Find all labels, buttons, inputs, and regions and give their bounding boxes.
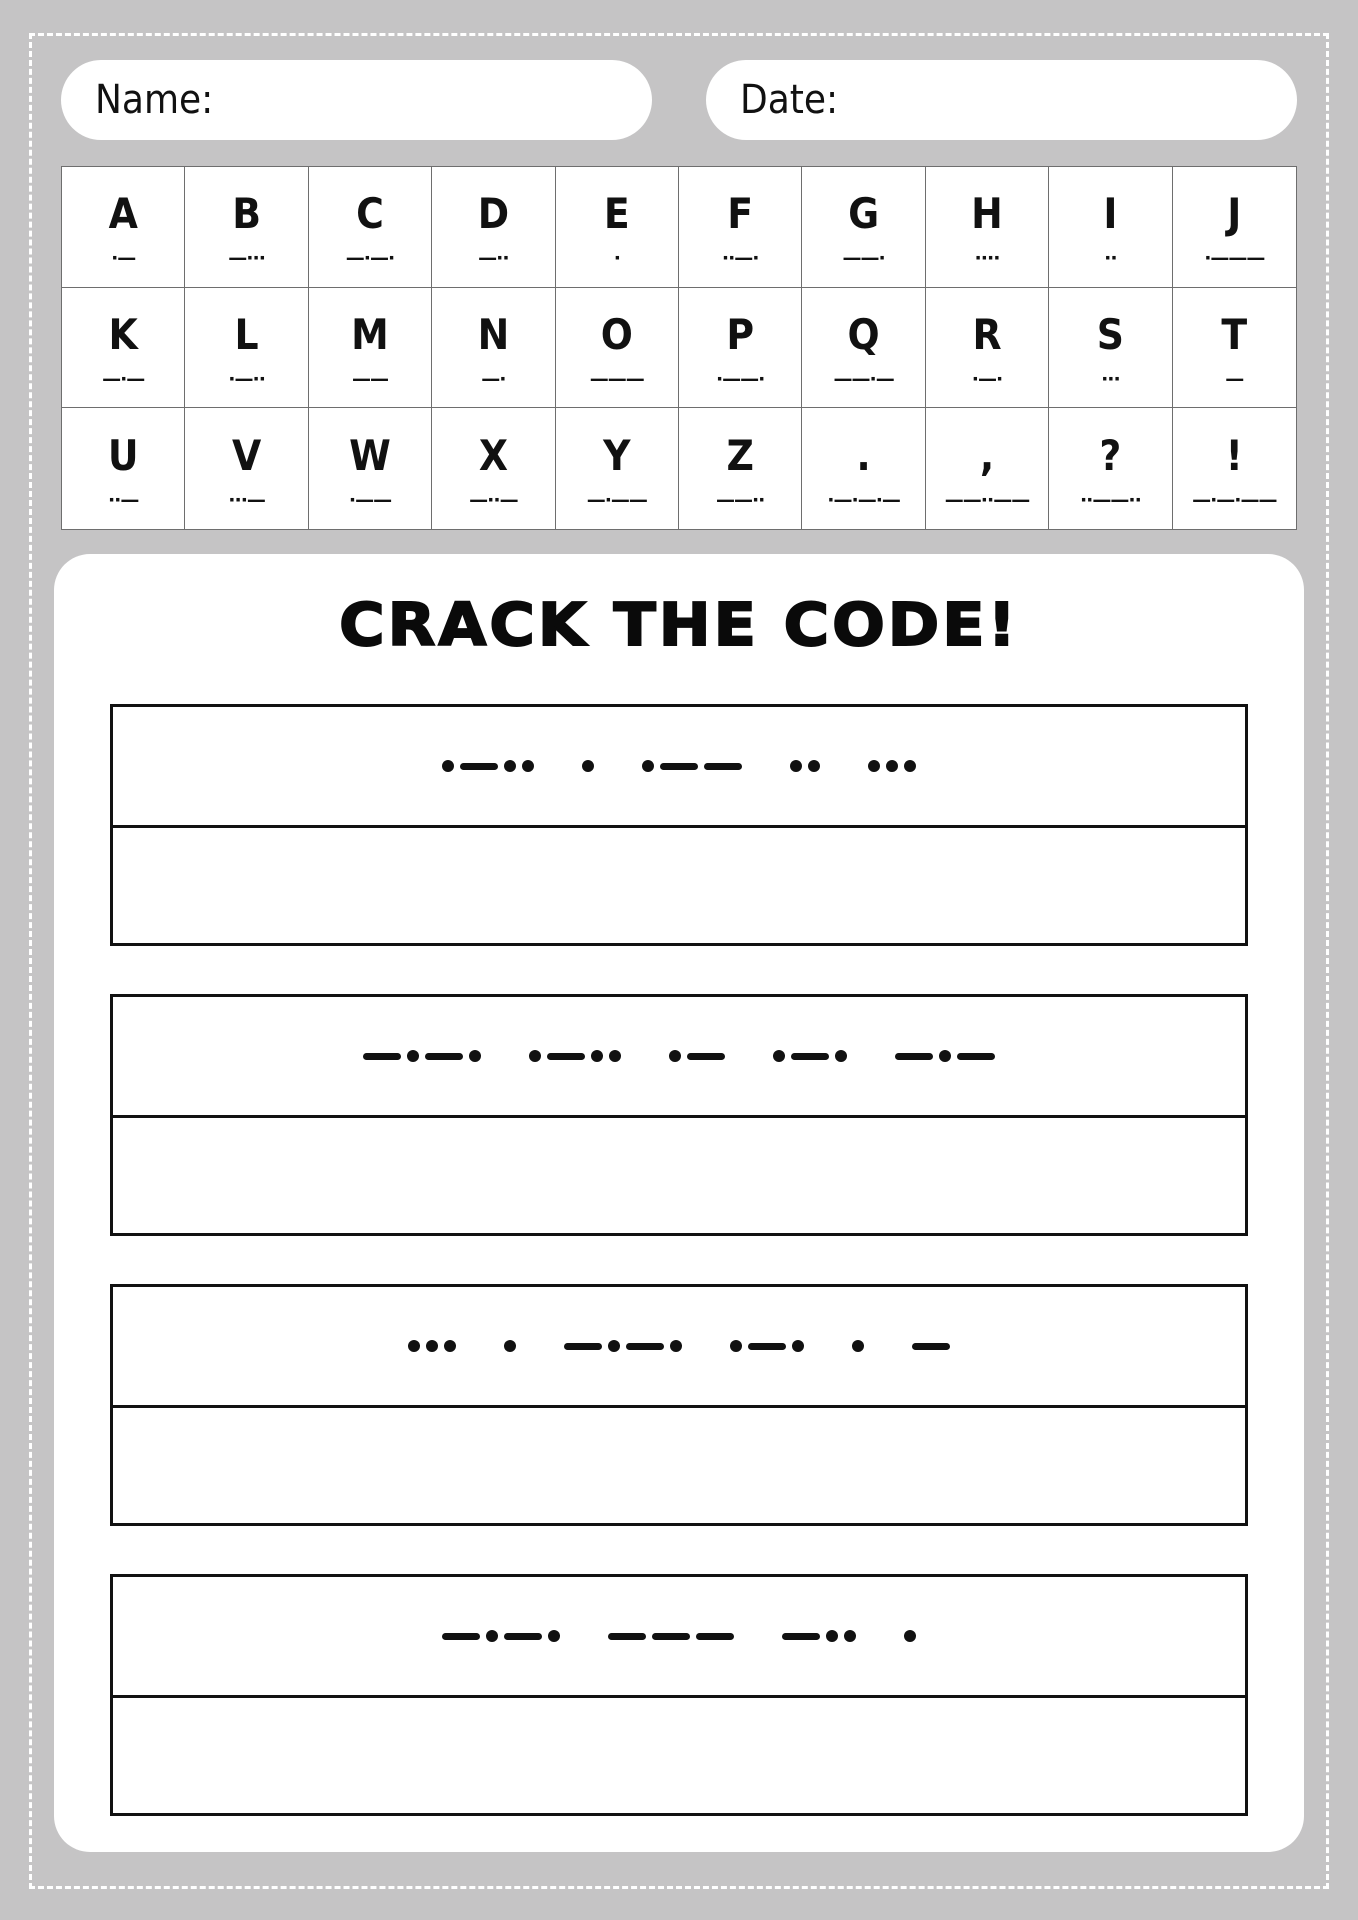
morse-dot: [939, 1050, 951, 1062]
morse-dash: [442, 1633, 480, 1640]
morse-dash: [912, 1343, 950, 1350]
morse-key-code: ·——·: [715, 367, 765, 390]
morse-dash: [704, 763, 742, 770]
morse-key-letter: !: [1225, 431, 1243, 481]
morse-dash: [895, 1053, 933, 1060]
morse-key-code: ·———: [1204, 247, 1265, 270]
morse-key-letter: ,: [979, 431, 995, 481]
puzzle-code-row: [113, 997, 1245, 1118]
morse-key-cell: [926, 167, 1049, 288]
morse-letter-group: [442, 760, 534, 772]
morse-letter-group: [868, 760, 916, 772]
morse-key-code: ——··: [715, 489, 765, 512]
puzzle-box: [110, 1284, 1248, 1526]
morse-key-cell: [309, 167, 432, 288]
morse-letter-group: [408, 1340, 456, 1352]
morse-key-letter: F: [727, 189, 754, 239]
morse-key-cell: [926, 288, 1049, 409]
morse-key-code: ——·—: [833, 367, 894, 390]
morse-key-cell: [62, 408, 185, 529]
morse-dot: [790, 760, 802, 772]
morse-key-letter: .: [856, 431, 871, 481]
morse-letter-group: [904, 1630, 916, 1642]
puzzle-code-row: [113, 707, 1245, 828]
morse-key-letter: W: [349, 431, 391, 481]
morse-key-cell: [432, 288, 555, 409]
morse-key-code: ——·: [842, 247, 885, 270]
morse-dash: [564, 1343, 602, 1350]
answer-field[interactable]: [113, 1408, 1245, 1526]
morse-dash: [696, 1633, 734, 1640]
morse-key-letter: P: [726, 309, 755, 359]
morse-dash: [504, 1633, 542, 1640]
morse-key-cell: [1049, 288, 1172, 409]
morse-sequence: [408, 1340, 950, 1352]
morse-key-letter: D: [477, 189, 510, 239]
morse-key-cell: [1173, 167, 1296, 288]
morse-dash: [547, 1053, 585, 1060]
morse-key-code: ··: [1104, 247, 1117, 270]
morse-key-cell: [432, 408, 555, 529]
morse-key-code: ··—: [107, 489, 139, 512]
morse-key-letter: J: [1227, 189, 1242, 239]
morse-sequence: [363, 1050, 995, 1062]
morse-dot: [407, 1050, 419, 1062]
morse-key-code: ———: [589, 367, 644, 390]
morse-letter-group: [442, 1630, 560, 1642]
name-field[interactable]: [61, 60, 652, 140]
morse-dash: [626, 1343, 664, 1350]
morse-dot: [522, 760, 534, 772]
morse-key-code: ·——: [348, 489, 392, 512]
morse-key-code: ·—·—·—: [827, 489, 900, 512]
morse-dash: [363, 1053, 401, 1060]
morse-dot: [904, 1630, 916, 1642]
morse-key-letter: V: [231, 431, 262, 481]
morse-dash: [460, 763, 498, 770]
morse-dot: [773, 1050, 785, 1062]
morse-letter-group: [642, 760, 742, 772]
morse-key-cell: [556, 167, 679, 288]
morse-key-code: —·: [481, 367, 506, 390]
morse-code-key-table: [61, 166, 1297, 530]
puzzle-code-row: [113, 1577, 1245, 1698]
morse-key-letter: T: [1221, 309, 1248, 359]
morse-key-code: ·—: [111, 247, 136, 270]
morse-key-cell: [185, 288, 308, 409]
morse-key-code: —··: [478, 247, 509, 270]
date-label: Date:: [740, 77, 839, 123]
morse-letter-group: [790, 760, 820, 772]
morse-key-code: ——··——: [944, 489, 1030, 512]
morse-key-code: —·—·: [345, 247, 395, 270]
morse-key-letter: M: [351, 309, 389, 359]
morse-key-cell: [679, 167, 802, 288]
morse-dash: [652, 1633, 690, 1640]
morse-dot: [426, 1340, 438, 1352]
morse-dash: [687, 1053, 725, 1060]
morse-key-code: ··——··: [1079, 489, 1141, 512]
morse-key-code: —··—: [469, 489, 518, 512]
morse-letter-group: [608, 1633, 734, 1640]
morse-key-cell: [1173, 288, 1296, 409]
morse-dot: [868, 760, 880, 772]
morse-letter-group: [669, 1050, 725, 1062]
morse-key-letter: Q: [847, 309, 880, 359]
morse-dot: [529, 1050, 541, 1062]
morse-key-cell: [309, 408, 432, 529]
morse-letter-group: [363, 1050, 481, 1062]
morse-dot: [886, 760, 898, 772]
morse-letter-group: [582, 760, 594, 772]
morse-key-letter: G: [848, 189, 880, 239]
morse-key-code: ··—·: [721, 247, 759, 270]
morse-key-cell: [802, 408, 925, 529]
puzzle-box: [110, 994, 1248, 1236]
answer-field[interactable]: [113, 828, 1245, 946]
morse-key-letter: S: [1096, 309, 1124, 359]
morse-dot: [852, 1340, 864, 1352]
morse-key-letter: K: [108, 309, 138, 359]
morse-key-letter: O: [600, 309, 633, 359]
morse-letter-group: [852, 1340, 864, 1352]
morse-key-cell: [1049, 408, 1172, 529]
morse-letter-group: [730, 1340, 804, 1352]
morse-dash: [782, 1633, 820, 1640]
morse-key-letter: U: [107, 431, 139, 481]
morse-dash: [791, 1053, 829, 1060]
morse-letter-group: [529, 1050, 621, 1062]
morse-key-cell: [185, 167, 308, 288]
morse-key-letter: X: [478, 431, 508, 481]
morse-key-code: —·—·——: [1192, 489, 1277, 512]
morse-key-cell: [802, 288, 925, 409]
date-field[interactable]: [706, 60, 1297, 140]
morse-sequence: [442, 1630, 916, 1642]
morse-key-letter: B: [232, 189, 261, 239]
morse-dash: [425, 1053, 463, 1060]
morse-letter-group: [782, 1630, 856, 1642]
morse-key-letter: C: [356, 189, 384, 239]
puzzle-box: [110, 1574, 1248, 1816]
morse-dot: [548, 1630, 560, 1642]
morse-letter-group: [912, 1343, 950, 1350]
morse-key-cell: [556, 408, 679, 529]
morse-dot: [469, 1050, 481, 1062]
morse-dot: [582, 760, 594, 772]
morse-key-cell: [926, 408, 1049, 529]
morse-key-code: —: [1225, 367, 1244, 390]
morse-key-cell: [1049, 167, 1172, 288]
morse-dash: [957, 1053, 995, 1060]
morse-key-cell: [309, 288, 432, 409]
morse-key-letter: R: [972, 309, 1002, 359]
morse-dash: [748, 1343, 786, 1350]
puzzle-code-row: [113, 1287, 1245, 1408]
morse-dot: [642, 760, 654, 772]
morse-dot: [444, 1340, 456, 1352]
morse-dot: [504, 760, 516, 772]
morse-key-code: —···: [228, 247, 265, 270]
morse-key-code: ···: [1101, 367, 1120, 390]
morse-key-code: ·—·: [971, 367, 1003, 390]
morse-letter-group: [564, 1340, 682, 1352]
morse-key-letter: L: [234, 309, 259, 359]
morse-key-cell: [432, 167, 555, 288]
morse-dot: [808, 760, 820, 772]
answer-field[interactable]: [113, 1118, 1245, 1236]
morse-letter-group: [504, 1340, 516, 1352]
morse-sequence: [442, 760, 916, 772]
morse-dot: [669, 1050, 681, 1062]
morse-key-code: ···—: [228, 489, 265, 512]
morse-key-letter: ?: [1099, 431, 1122, 481]
morse-key-cell: [679, 408, 802, 529]
morse-dot: [486, 1630, 498, 1642]
morse-key-code: —·—: [102, 367, 145, 390]
morse-letter-group: [773, 1050, 847, 1062]
morse-dot: [504, 1340, 516, 1352]
morse-dot: [835, 1050, 847, 1062]
morse-key-cell: [1173, 408, 1296, 529]
morse-dot: [591, 1050, 603, 1062]
morse-key-letter: E: [603, 189, 630, 239]
morse-dash: [608, 1633, 646, 1640]
morse-dot: [844, 1630, 856, 1642]
morse-key-cell: [62, 288, 185, 409]
morse-dot: [792, 1340, 804, 1352]
morse-key-cell: [679, 288, 802, 409]
morse-dot: [670, 1340, 682, 1352]
morse-key-cell: [802, 167, 925, 288]
morse-dash: [660, 763, 698, 770]
morse-dot: [608, 1340, 620, 1352]
morse-dot: [730, 1340, 742, 1352]
morse-dot: [408, 1340, 420, 1352]
morse-key-letter: Z: [726, 431, 754, 481]
activity-title: CRACK THE CODE!: [339, 589, 1019, 660]
morse-letter-group: [895, 1050, 995, 1062]
morse-key-letter: Y: [603, 431, 631, 481]
morse-key-letter: H: [971, 189, 1003, 239]
name-label: Name:: [95, 77, 214, 123]
puzzle-box: [110, 704, 1248, 946]
morse-key-cell: [556, 288, 679, 409]
morse-key-code: —·——: [586, 489, 647, 512]
morse-dot: [904, 760, 916, 772]
morse-key-code: ——: [351, 367, 388, 390]
morse-key-letter: A: [108, 189, 138, 239]
morse-key-letter: I: [1103, 189, 1118, 239]
morse-key-code: ·—··: [228, 367, 265, 390]
morse-key-cell: [62, 167, 185, 288]
morse-dot: [442, 760, 454, 772]
morse-key-cell: [185, 408, 308, 529]
morse-key-letter: N: [477, 309, 510, 359]
morse-key-code: ····: [974, 247, 1000, 270]
morse-dot: [609, 1050, 621, 1062]
answer-field[interactable]: [113, 1698, 1245, 1816]
morse-dot: [826, 1630, 838, 1642]
morse-key-code: ·: [613, 247, 620, 270]
